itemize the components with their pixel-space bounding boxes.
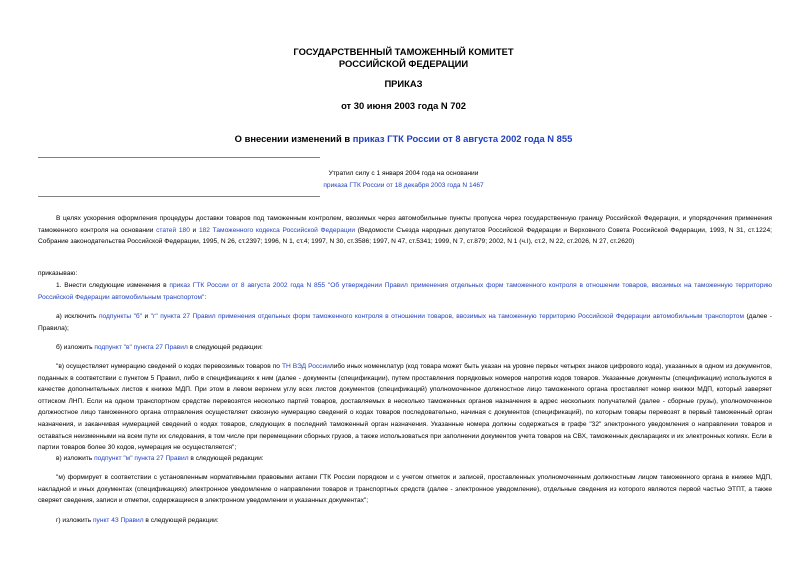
quote-v-text-2: либо иных номенклатур (код товара может быть указан на уровне первых четырех знаков цифрового кода), указанных в одном из документов, поданных в соответствии с пунктом 5 Правил, либо в спецификациях к ним (далее - документы (спецификации), путем проставления порядковых номеров напротив кодов товаров. Указанные документы (спецификации) используются в качестве дополнительных листов к книжке МДП. При этом в левом верхнем углу всех листов документов (спецификаций) уполномоченное должностное лицо таможенного органа проставляет номер книжки МДП, который заверяет оттиском ЛНП. Если на одном транспортном средстве перевозятся несколько партий товаров, доставляемых в несколько таможенных органов назначения в адрес нескольких получателей (далее - сборные грузы), уполномоченное должностное лицо таможенного органа отправления осуществляет сквозную нумерацию сведений о кодах товаров последовательно, начиная с документов (спецификаций), по которым товары перевозят в первый таможенный орган назначения, и заканчивая нумерацией сведений о кодах товаров, следующих в последний таможенный орган назначения. Указанные номера должны содержаться в графе "32" электронного уведомления о направлении товаров и оставаться неизменными на всем пути их следования, в том числе при перемещении сборных грузов, а также использоваться при заполнении документов учета товаров на СВХ, таможенных декларациях и их электронных копиях. Если в партии товаров более 30 кодов, нумерация не осуществляется"; — [38, 363, 772, 452]
item-v-paragraph — [38, 453, 772, 465]
subject-link[interactable]: приказ ГТК России от 8 августа 2002 года N 855 — [352, 133, 573, 144]
item-v-text-2: в следующей редакции: — [188, 455, 264, 462]
link-subparagraph-g-27[interactable]: "г" пункта 27 Правил применения отдельных форм таможенного контроля в отношении товаров, ввозимых на таможенную территорию Российской Федерации автомобильным транспортом — [150, 313, 744, 320]
item-a-paragraph — [38, 311, 772, 334]
quote-m-paragraph: "м) формирует в соответствии с установленным нормативными правовыми актами ГТК России порядком и с учетом отметок и записей, проставленных уполномоченным должностным лицом таможенного органа в книжке МДП, накладной и иных документах (спецификациях) электронное уведомление о направлении товаров и транспортных средств (далее - электронное уведомление), отдельные сведения из которого являются первой частью ЭТПТ, а также сверяет сведения, записи и отметки, содержащиеся в электронном уведомлении и указанных документах"; — [38, 474, 772, 505]
link-subparagraph-b[interactable]: подпункты "б" — [98, 313, 143, 320]
doc-type: ПРИКАЗ — [384, 78, 423, 89]
item-v-text-1: в) изложить — [56, 455, 95, 462]
link-customs-code-182[interactable]: 182 Таможенного кодекса Российской Федерации — [198, 226, 356, 234]
divider-bottom — [38, 196, 320, 197]
org-line-2: РОССИЙСКОЙ ФЕДЕРАЦИИ — [338, 58, 469, 69]
validity-note — [0, 168, 807, 192]
divider-top — [38, 157, 320, 158]
quote-v-paragraph — [38, 361, 772, 454]
link-subparagraph-m-27[interactable]: подпункт "м" пункта 27 Правил — [94, 455, 189, 462]
item-b-text-2: в следующей редакции: — [187, 344, 263, 351]
subject-prefix: О внесении изменений в — [234, 133, 353, 144]
item-a-text-1: а) исключить — [56, 313, 99, 320]
doc-subject — [0, 133, 807, 144]
intro-paragraph — [38, 213, 772, 248]
link-subparagraph-v-27[interactable]: подпункт "в" пункта 27 Правил — [94, 344, 188, 351]
item-g-text-2: в следующей редакции: — [143, 517, 219, 524]
item-1-text-2: : — [204, 293, 207, 301]
validity-note-text: Утратил силу с 1 января 2004 года на основании — [328, 170, 479, 177]
link-paragraph-43[interactable]: пункт 43 Правил — [92, 517, 144, 524]
order-word: приказываю: — [38, 270, 78, 277]
quote-v-text-1: "в) осуществляет нумерацию сведений о кодах перевозимых товаров по — [56, 363, 282, 370]
item-g-text-1: г) изложить — [56, 517, 93, 524]
validity-note-link[interactable]: приказа ГТК России от 18 декабря 2003 года N 1467 — [323, 182, 484, 189]
organization-title — [0, 46, 807, 70]
item-a-text-3: (далее - Правила); — [38, 313, 773, 332]
intro-text-1: В целях ускорения оформления процедуры доставки товаров под таможенным контролем, ввозимых через автомобильные пункты пропуска через государственную границу Российской Федерации, и упорядочения применения таможенного контроля на основании — [38, 215, 772, 234]
item-a-text-2: и — [142, 313, 151, 320]
item-g-paragraph — [38, 515, 772, 527]
org-line-1: ГОСУДАРСТВЕННЫЙ ТАМОЖЕННЫЙ КОМИТЕТ — [293, 46, 514, 57]
item-b-text-1: б) изложить — [56, 344, 95, 351]
doc-date: от 30 июня 2003 года N 702 — [341, 100, 466, 111]
link-tn-ved[interactable]: ТН ВЭД России — [281, 363, 330, 370]
link-articles-180[interactable]: статей 180 — [156, 226, 190, 234]
item-1-paragraph — [38, 280, 772, 303]
intro-text-2: и — [189, 226, 199, 234]
intro-text-3: (Ведомости Съезда народных депутатов Российской Федерации и Верховного Совета Российской Федерации, 1993, N 31, ст.1224; Собрание законодательства Российской Федерации, 1995, N 26, ст.2397; 1996, N 1, ст.4; 1997, N 30, ст.3586; 1997, N 47, ст.5341; 1999, N 7, ст.879; 2002, N 1 (ч.I), ст.2, N 22, ст.2026, N 27, ст.2620) — [38, 226, 772, 246]
item-b-paragraph — [38, 342, 772, 354]
link-order-855[interactable]: приказ ГТК России от 8 августа 2002 года N 855 "Об утверждении Правил применения отдельных форм таможенного контроля в отношении товаров, ввозимых на таможенную территорию Российской Федерации автомобильным транспортом" — [38, 282, 772, 301]
item-1-text-1: 1. Внести следующие изменения в — [56, 282, 170, 289]
